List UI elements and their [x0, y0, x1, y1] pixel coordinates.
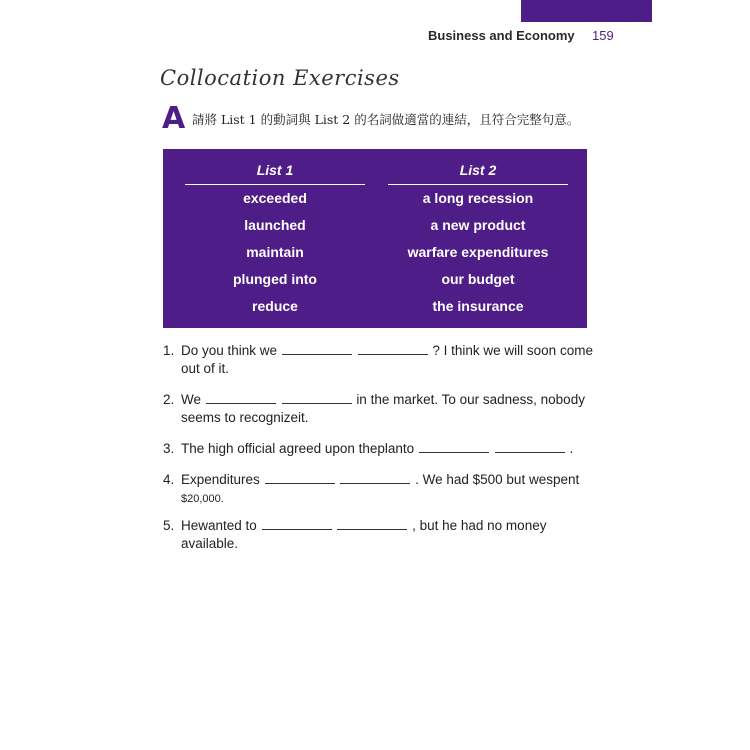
question-text-part: seems to recognizeit.: [181, 410, 309, 425]
answer-blank[interactable]: [340, 471, 410, 484]
list-1-item: maintain: [246, 244, 304, 260]
question-5: [163, 517, 546, 553]
answer-blank[interactable]: [358, 342, 428, 355]
question-1: [163, 342, 593, 378]
answer-blank[interactable]: [495, 440, 565, 453]
question-number: 1.: [163, 343, 175, 358]
question-3: [163, 440, 573, 458]
question-text-part: , but he had no money: [412, 518, 547, 533]
list-1-item: exceeded: [243, 190, 307, 206]
list-1-item: reduce: [252, 298, 298, 314]
question-number: 3.: [163, 441, 175, 456]
question-number: 2.: [163, 392, 175, 407]
question-text-part: The high official agreed upon theplanto: [181, 441, 415, 456]
list-2-item: a new product: [430, 217, 526, 233]
list-2-divider: [388, 184, 568, 185]
list-1-divider: [185, 184, 365, 185]
answer-blank[interactable]: [282, 342, 352, 355]
question-text-part: . We had $500 but wespent: [415, 472, 580, 487]
page-number: 159: [592, 28, 614, 43]
header-accent-bar: [521, 0, 652, 22]
question-text: [181, 471, 579, 508]
question-text-part: $20,000.: [181, 493, 224, 505]
word-list-box: [163, 149, 587, 328]
list-2-item: the insurance: [432, 298, 524, 314]
answer-blank[interactable]: [419, 440, 489, 453]
question-text-part: I think we will soon come: [443, 343, 593, 358]
list-1-item: plunged into: [233, 271, 317, 287]
question-text: [181, 440, 573, 458]
list-2-item: a long recession: [422, 190, 534, 206]
question-text-part: We: [181, 392, 202, 407]
answer-blank[interactable]: [282, 391, 352, 404]
question-text: [181, 517, 546, 553]
list-2-item: our budget: [441, 271, 515, 287]
question-4: [163, 471, 579, 508]
list-2-header: List 2: [459, 162, 497, 178]
answer-blank[interactable]: [206, 391, 276, 404]
question-text-part: in the market. To our sadness, nobody: [356, 392, 585, 407]
question-text-part: ?: [432, 343, 440, 358]
list-2-item: warfare expenditures: [407, 244, 549, 260]
question-text-part: Do you think we: [181, 343, 278, 358]
list-2-items: [388, 189, 568, 324]
question-number: 4.: [163, 472, 175, 487]
answer-blank[interactable]: [262, 517, 332, 530]
answer-blank[interactable]: [337, 517, 407, 530]
list-1-item: launched: [244, 217, 306, 233]
question-number: 5.: [163, 518, 175, 533]
question-text: [181, 391, 585, 427]
part-letter: A: [162, 101, 186, 136]
list-1-items: [185, 189, 365, 324]
list-1-header: List 1: [256, 162, 294, 178]
answer-blank[interactable]: [265, 471, 335, 484]
question-text-part: out of it.: [181, 361, 230, 376]
question-text-part: .: [569, 441, 574, 456]
section-title: Collocation Exercises: [160, 66, 400, 90]
running-head: Business and Economy: [428, 28, 575, 43]
question-text: [181, 342, 593, 378]
question-text-part: available.: [181, 536, 239, 551]
question-text-part: Hewanted to: [181, 518, 257, 533]
question-text-part: Expenditures: [181, 472, 260, 487]
instruction-text: 請將 List 1 的動詞與 List 2 的名詞做適當的連結，且符合完整句意。: [192, 112, 580, 127]
question-2: [163, 391, 585, 427]
